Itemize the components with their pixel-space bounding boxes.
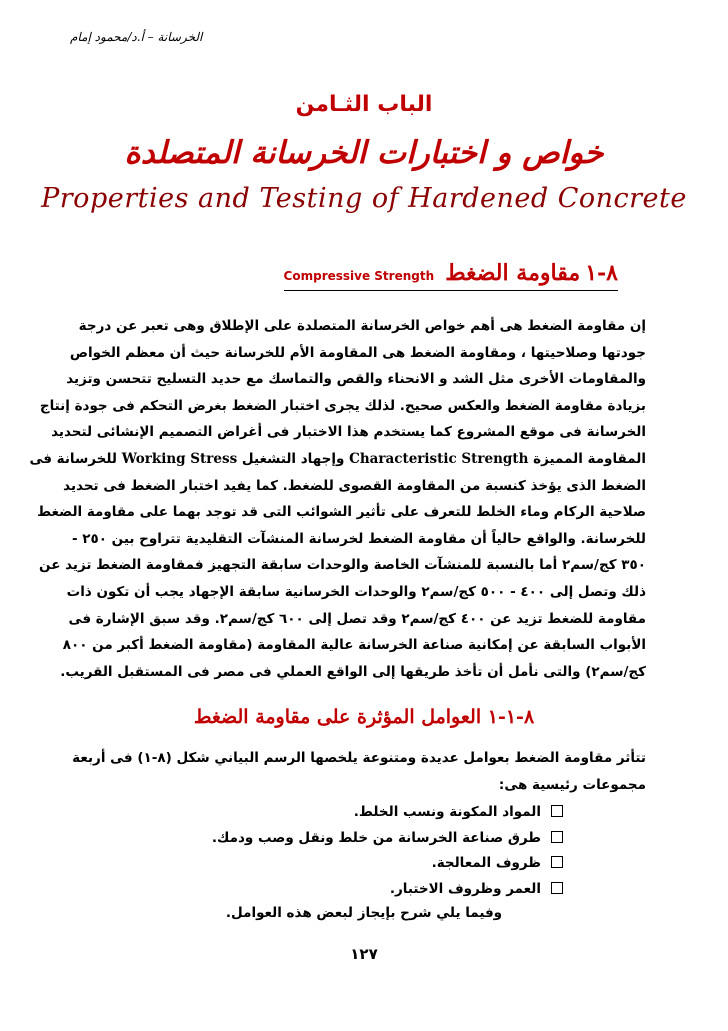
paragraph-line: جودتها وصلاحيتها ، ومقاومة الضغط هى المقاومة الأم للخرسانة حيث أن معظم الخواص (69, 344, 646, 361)
running-header: الخرسانة – أ.د/محمود إمام (70, 30, 203, 44)
checkbox-bullet-icon (551, 856, 563, 868)
page-number: ١٢٧ (350, 945, 378, 963)
paragraph-line: كج/سم٢) والتى نأمل أن تأخذ طريقها إلى الواقع العملي فى مصر فى المستقبل القريب. (60, 663, 646, 680)
list-item (212, 800, 563, 826)
paragraph-compressive-strength (29, 313, 646, 685)
paragraph-line: للخرسانة. والواقع حالياً أن مقاومة الضغط لخرسانة المنشآت التقليدية تتراوح بين ٢٥٠ - (71, 530, 646, 547)
paragraph-line: تتأثر مقاومة الضغط بعوامل عديدة ومتنوعة يلخصها الرسم البياني شكل (٨-١) فى أربعة (72, 750, 646, 766)
factor-list (212, 800, 563, 902)
section-heading (284, 260, 618, 291)
paragraph-line: والمقاومات الأخرى مثل الشد و الانحناء والقص والتماسك مع حديد التسليح تتحسن وتزيد (66, 371, 646, 388)
checkbox-bullet-icon (551, 805, 563, 817)
list-item-text: العمر وظروف الاختبار. (389, 880, 541, 897)
paragraph-line-mixed (29, 446, 646, 473)
paragraph-line: الضغط الذى يؤخذ كنسبة من المقاومة القصوى للضغط. كما يفيد اختبار الضغط فى تحديد (63, 477, 646, 494)
paragraph-line: إن مقاومة الضغط هى أهم خواص الخرسانة المتصلدة على الإطلاق وهى تعبر عن درجة (78, 318, 646, 334)
list-item (212, 877, 563, 903)
paragraph-line: الخرسانة فى موقع المشروع كما يستخدم هذا الاختبار فى أغراض التصميم الإنشائى لتحديد (51, 424, 646, 441)
chapter-title-arabic: خواص و اختبارات الخرسانة المتصلدة (124, 135, 604, 171)
list-item-text: ظروف المعالجة. (431, 855, 541, 871)
list-item-text: طرق صناعة الخرسانة من خلط ونقل وصب ودمك. (211, 829, 541, 846)
section-number: ٨-١ (585, 260, 618, 286)
english-term-working-stress: Working Stress (121, 450, 238, 467)
text-fragment: المقاومة المميزة (533, 450, 646, 467)
paragraph-line: الأبواب السابقة عن إمكانية صناعة الخرسانة عالية المقاومة (مقاومة الضغط أكبر من ٨٠٠ (62, 637, 646, 654)
chapter-title-english: Properties and Testing of Hardened Concrete (41, 183, 687, 214)
checkbox-bullet-icon (551, 882, 563, 894)
english-term-characteristic-strength: Characteristic Strength (349, 450, 529, 467)
paragraph-line: صلاحية الركام وماء الخلط للتعرف على تأثير الشوائب التى قد توجد بهما على مقاومة الضغط (37, 504, 646, 521)
subsection-heading: ٨-١-١ العوامل المؤثرة على مقاومة الضغط (193, 706, 535, 728)
section-title-arabic: مقاومة الضغط (445, 260, 581, 286)
text-fragment: وإجهاد التشغيل (241, 450, 345, 467)
paragraph-line: بزيادة مقاومة الضغط والعكس صحيح. لذلك يجرى اختبار الضغط بغرض التحكم فى جودة إنتاج (39, 397, 646, 414)
paragraph-line: مجموعات رئيسية هى: (498, 776, 646, 793)
list-item-text: المواد المكونة ونسب الخلط. (353, 804, 541, 820)
paragraph-factors (72, 745, 646, 798)
paragraph-line: مقاومة للضغط تزيد عن ٤٠٠ كج/سم٢ وقد تصل إلى ٦٠٠ كج/سم٢. وقد سبق الإشارة فى (68, 610, 646, 627)
list-item (212, 826, 563, 852)
paragraph-line: ٣٥٠ كج/سم٢ أما بالنسبة للمنشآت الخاصة والوحدات سابقة التجهيز فمقاومة الضغط تزيد عن (39, 557, 646, 574)
closing-sentence: وفيما يلي شرح بإيجاز لبعض هذه العوامل. (225, 905, 503, 921)
text-fragment: للخرسانة فى (29, 450, 117, 467)
list-item (212, 851, 563, 877)
chapter-label: الباب الثـامن (295, 92, 433, 117)
paragraph-line: ذلك وتصل إلى ٤٠٠ - ٥٠٠ كج/سم٢ والوحدات الخرسانية سابقة الإجهاد يجب أن تكون ذات (66, 583, 646, 600)
checkbox-bullet-icon (551, 831, 563, 843)
section-title-english: Compressive Strength (283, 269, 435, 283)
